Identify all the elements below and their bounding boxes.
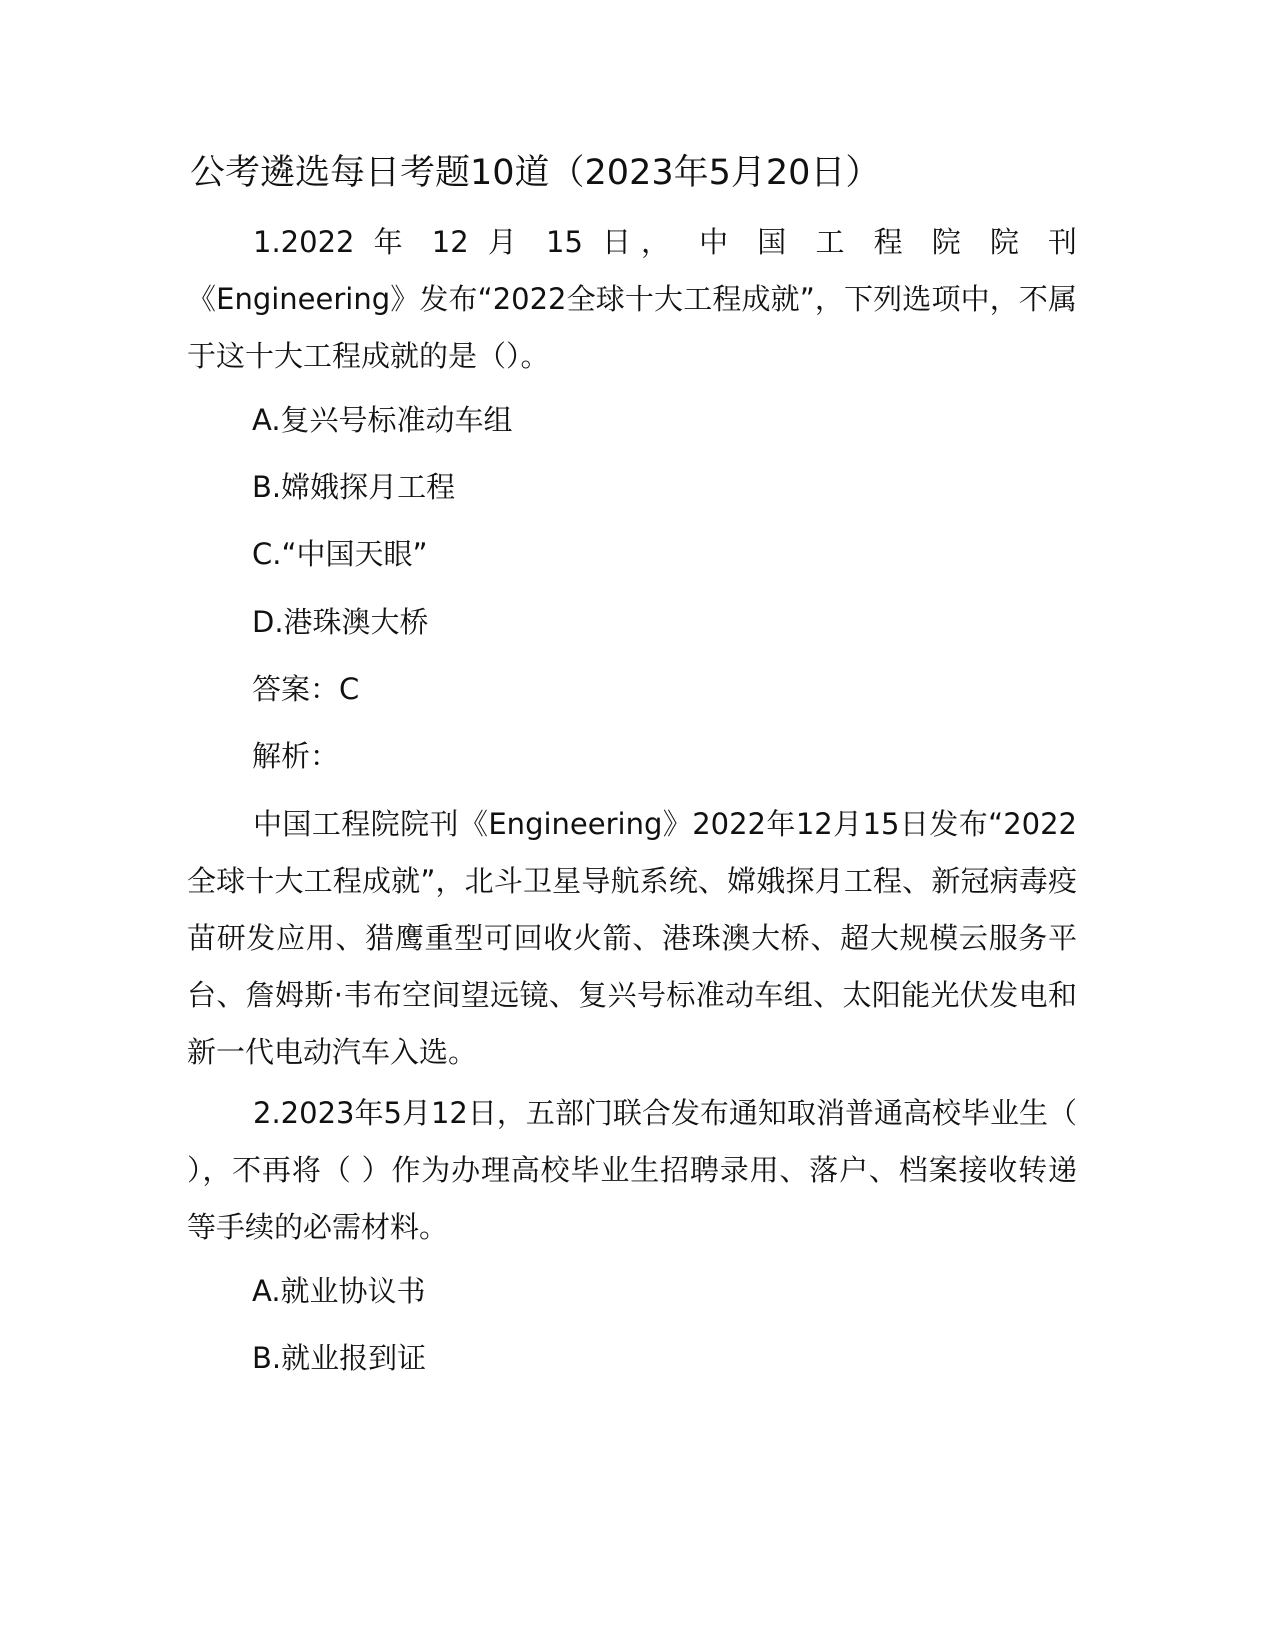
question-1-stem-line1: 1.2022 年 12 月 15 日， 中 国 工 程 院 院 刊 bbox=[253, 225, 1077, 259]
question-1-option-c: C.“中国天眼” bbox=[252, 537, 428, 571]
question-1-option-a: A.复兴号标准动车组 bbox=[252, 403, 513, 437]
question-1-option-b: B.嫦娥探月工程 bbox=[252, 470, 456, 504]
question-1-option-d: D.港珠澳大桥 bbox=[252, 605, 429, 639]
question-2-stem: 2.2023年5月12日，五部门联合发布通知取消普通高校毕业生（ ），不再将（ ）作为办理高校毕业生招聘录用、落户、档案接收转递等手续的必需材料。 bbox=[187, 1096, 1077, 1244]
question-1-stem-rest: 《Engineering》发布“2022全球十大工程成就”，下列选项中，不属于这十大工程成就的是（）。 bbox=[187, 282, 1077, 373]
question-1-analysis-label: 解析： bbox=[252, 739, 340, 773]
question-2-option-b: B.就业报到证 bbox=[252, 1341, 427, 1375]
question-1-analysis: 中国工程院院刊《Engineering》2022年12月15日发布“2022全球十大工程成就”，北斗卫星导航系统、嫦娥探月工程、新冠病毒疫苗研发应用、猎鹰重型可回收火箭、港珠澳大桥、超大规模云服务平台、詹姆斯·韦布空间望远镜、复兴号标准动车组、太阳能光伏发电和新一代电动汽车入选。 bbox=[187, 807, 1077, 1069]
question-1-stem bbox=[187, 214, 1077, 385]
question-1-answer: 答案：C bbox=[252, 672, 360, 706]
page-title: 公考遴选每日考题10道（2023年5月20日） bbox=[190, 153, 881, 193]
question-2-option-a: A.就业协议书 bbox=[252, 1274, 426, 1308]
